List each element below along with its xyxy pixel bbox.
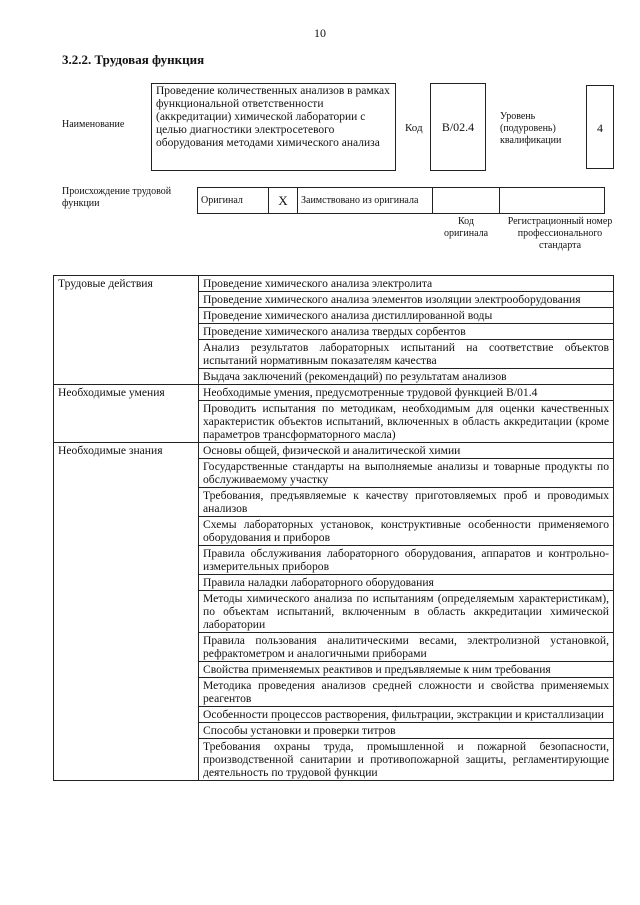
item-cell: Анализ результатов лабораторных испытаний на соответствие объектов испытаний нормативным показателям качества xyxy=(199,340,614,369)
item-cell: Правила пользования аналитическими весами, электролизной установкой, рефрактометром и аналогичными приборами xyxy=(199,633,614,662)
category-cell: Необходимые знания xyxy=(54,443,199,781)
item-cell: Свойства применяемых реактивов и предъявляемые к ним требования xyxy=(199,662,614,678)
item-cell: Методы химического анализа по испытаниям (определяемым характеристикам), по объектам испытаний, включенным в область аккредитации химической лаборатории xyxy=(199,591,614,633)
item-cell: Особенности процессов растворения, фильтрации, экстракции и кристаллизации xyxy=(199,707,614,723)
table-row xyxy=(54,385,614,401)
borrowed-label: Заимствовано из оригинала xyxy=(298,188,433,214)
competency-table xyxy=(53,275,614,781)
function-name-box: Проведение количественных анализов в рамках функциональной ответственности (аккредитации) химической лаборатории с целью диагностики электросетевого оборудования методами химического анализа xyxy=(151,83,396,171)
item-cell: Методика проведения анализов средней сложности и свойства применяемых реагентов xyxy=(199,678,614,707)
item-cell: Проведение химического анализа электролита xyxy=(199,276,614,292)
item-cell: Схемы лабораторных установок, конструктивные особенности применяемого оборудования и приборов xyxy=(199,517,614,546)
item-cell: Государственные стандарты на выполняемые анализы и товарные продукты по обслуживаемому участку xyxy=(199,459,614,488)
original-label: Оригинал xyxy=(198,188,269,214)
code-label: Код xyxy=(405,122,423,134)
item-cell: Основы общей, физической и аналитической химии xyxy=(199,443,614,459)
reg-number-cell xyxy=(500,188,605,214)
page-number: 10 xyxy=(314,26,326,40)
section-title: 3.2.2. Трудовая функция xyxy=(62,52,205,67)
table-row xyxy=(54,443,614,459)
function-code-box: B/02.4 xyxy=(430,83,486,171)
table-row xyxy=(54,276,614,292)
code-original-caption: Код оригинала xyxy=(443,216,489,239)
item-cell: Необходимые умения, предусмотренные трудовой функцией B/01.4 xyxy=(199,385,614,401)
item-cell: Требования, предъявляемые к качеству приготовляемых проб и проводимых анализов xyxy=(199,488,614,517)
code-original-cell xyxy=(433,188,500,214)
origin-table xyxy=(197,187,605,214)
level-label: Уровень (подуровень) квалификации xyxy=(500,111,562,146)
item-cell: Способы установки и проверки титров xyxy=(199,723,614,739)
item-cell: Правила обслуживания лабораторного оборудования, аппаратов и контрольно-измерительных приборов xyxy=(199,546,614,575)
item-cell: Проводить испытания по методикам, необходимым для оценки качественных характеристик объектов испытаний, включенных в область аккредитации (кроме параметров трансформаторного масла) xyxy=(199,401,614,443)
item-cell: Проведение химического анализа дистиллированной воды xyxy=(199,308,614,324)
item-cell: Проведение химического анализа твердых сорбентов xyxy=(199,324,614,340)
item-cell: Требования охраны труда, промышленной и пожарной безопасности, производственной санитарии и противопожарной защиты, регламентирующие деятельность по трудовой функции xyxy=(199,739,614,781)
item-cell: Выдача заключений (рекомендаций) по результатам анализов xyxy=(199,369,614,385)
original-mark: X xyxy=(269,188,298,214)
reg-number-caption: Регистрационный номер профессионального стандарта xyxy=(507,216,613,251)
item-cell: Правила наладки лабораторного оборудования xyxy=(199,575,614,591)
item-cell: Проведение химического анализа элементов изоляции электрооборудования xyxy=(199,292,614,308)
name-label: Наименование xyxy=(62,119,125,130)
category-cell: Необходимые умения xyxy=(54,385,199,443)
level-value-box: 4 xyxy=(586,85,614,169)
origin-label: Происхождение трудовой функции xyxy=(62,186,172,209)
category-cell: Трудовые действия xyxy=(54,276,199,385)
